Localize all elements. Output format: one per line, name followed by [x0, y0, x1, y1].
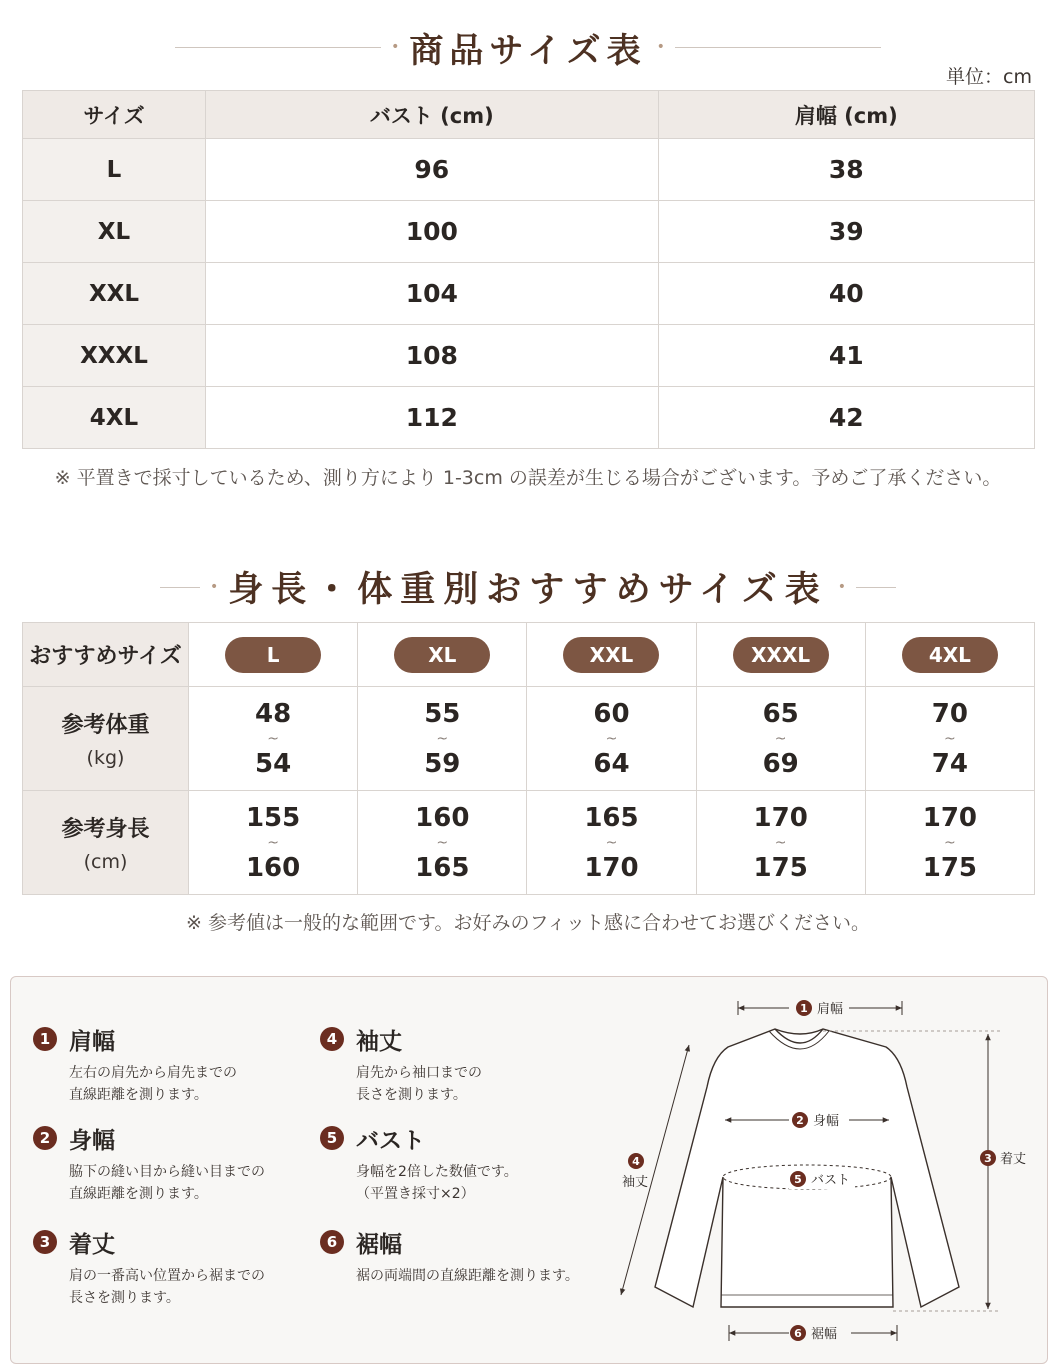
badge-text: 5: [794, 1173, 802, 1186]
number-badge: 2: [33, 1126, 57, 1150]
table-row: [23, 387, 1035, 449]
tilde: ~: [774, 834, 787, 851]
diagram-label-hem: 裾幅: [811, 1327, 838, 1342]
badge-text: 6: [794, 1327, 802, 1340]
measure-item-sleeve: [320, 1024, 580, 1106]
measure-item-hem: [320, 1227, 580, 1287]
tilde: ~: [944, 730, 956, 747]
size-pill-cell: [189, 623, 358, 687]
range-max: 54: [255, 748, 292, 779]
range-min: 170: [753, 802, 808, 833]
header-bust: バスト (cm): [206, 91, 659, 139]
range-max: 175: [922, 852, 978, 883]
range-max: 69: [762, 748, 799, 779]
tilde: ~: [605, 834, 618, 851]
tilde: ~: [774, 730, 787, 747]
height-unit: (cm): [83, 851, 128, 873]
number-badge: 4: [320, 1027, 344, 1051]
size-chart-title-bar: [0, 24, 1056, 70]
measurement-note: ※ 平置きで採寸しているため、測り方により 1-3cm の誤差が生じる場合がございます。予めご了承ください。: [54, 467, 1002, 489]
size-cell: L: [23, 139, 206, 201]
measure-title: 身幅: [69, 1127, 115, 1154]
weight-cell: [527, 687, 696, 791]
shoulder-cell: 42: [658, 387, 1034, 449]
badge-text: 2: [796, 1114, 804, 1127]
number-badge: 6: [320, 1230, 344, 1254]
measure-desc-line: （平置き採寸×2）: [356, 1186, 475, 1202]
weight-cell: [696, 687, 865, 791]
bust-cell: 108: [206, 325, 659, 387]
height-label: 参考身長: [61, 817, 150, 842]
dot-ornament: •: [391, 39, 400, 55]
shoulder-cell: 41: [658, 325, 1034, 387]
range-min: 160: [415, 802, 470, 833]
badge-text: 3: [984, 1152, 992, 1165]
range-max: 170: [584, 852, 639, 883]
height-cell: [189, 791, 358, 895]
weight-row: [23, 687, 1035, 791]
diagram-label-body-width: 身幅: [813, 1114, 840, 1129]
measure-title: 肩幅: [69, 1028, 115, 1055]
weight-cell: [865, 687, 1034, 791]
shoulder-cell: 39: [658, 201, 1034, 263]
height-cell: [358, 791, 527, 895]
range-max: 64: [593, 748, 630, 779]
weight-unit: (kg): [86, 747, 125, 769]
range-min: 70: [931, 698, 968, 729]
bust-cell: 96: [206, 139, 659, 201]
range-max: 160: [245, 852, 301, 883]
range-min: 60: [593, 698, 630, 729]
size-cell: XXXL: [23, 325, 206, 387]
badge-text: 4: [632, 1155, 640, 1168]
divider-left: [175, 47, 381, 48]
range-min: 165: [584, 802, 639, 833]
size-pill: L: [225, 637, 321, 673]
range-max: 175: [753, 852, 808, 883]
weight-label: 参考体重: [61, 713, 150, 738]
size-cell: XXL: [23, 263, 206, 325]
range-max: 59: [424, 748, 461, 779]
range-min: 55: [424, 698, 461, 729]
row-header-label: おすすめサイズ: [29, 644, 182, 669]
measure-item-bust: [320, 1123, 580, 1205]
bust-cell: 104: [206, 263, 659, 325]
unit-label: 単位：cm: [946, 66, 1032, 88]
size-pill-cell: [527, 623, 696, 687]
size-chart-title: 商品サイズ表: [409, 30, 647, 71]
measure-desc-line: 身幅を2倍した数値です。: [356, 1164, 518, 1180]
tilde: ~: [267, 834, 279, 851]
tilde: ~: [605, 730, 618, 747]
size-table: [22, 90, 1035, 449]
size-table-header: [23, 91, 1035, 139]
measure-title: バスト: [356, 1127, 425, 1154]
measure-desc-line: 長さを測ります。: [69, 1290, 180, 1306]
measure-desc-line: 裾の両端間の直線距離を測ります。: [356, 1268, 579, 1284]
measure-desc-line: 左右の肩先から肩先までの: [69, 1065, 237, 1081]
shirt-outline: [655, 1029, 959, 1307]
height-cell: [696, 791, 865, 895]
size-cell: XL: [23, 201, 206, 263]
header-size: サイズ: [23, 91, 206, 139]
diagram-label-sleeve: 袖丈: [621, 1175, 649, 1190]
measure-title: 裾幅: [356, 1231, 402, 1258]
table-row: [23, 139, 1035, 201]
dot-ornament: •: [837, 579, 847, 595]
shirt-measurement-diagram: [601, 977, 1041, 1365]
measure-desc-line: 直線距離を測ります。: [69, 1186, 208, 1202]
bust-cell: 100: [206, 201, 659, 263]
measure-desc-line: 肩の一番高い位置から裾までの: [69, 1268, 265, 1284]
measure-desc-line: 長さを測ります。: [356, 1087, 467, 1103]
size-pill: XL: [394, 637, 490, 673]
tilde: ~: [267, 730, 279, 747]
tilde: ~: [944, 834, 956, 851]
size-pill: XXL: [563, 637, 659, 673]
number-badge: 3: [33, 1230, 57, 1254]
height-row: [23, 791, 1035, 895]
measure-title: 袖丈: [356, 1028, 402, 1055]
dot-ornament: •: [656, 39, 665, 55]
measure-desc-line: 脇下の縫い目から縫い目までの: [69, 1164, 265, 1180]
shoulder-cell: 38: [658, 139, 1034, 201]
measure-title: 着丈: [69, 1231, 115, 1258]
shoulder-cell: 40: [658, 263, 1034, 325]
weight-cell: [358, 687, 527, 791]
recommend-note: ※ 参考値は一般的な範囲です。お好みのフィット感に合わせてお選びください。: [186, 912, 870, 934]
size-pill: 4XL: [902, 637, 998, 673]
number-badge: 1: [33, 1027, 57, 1051]
measure-item-shoulder: [33, 1024, 293, 1106]
row-header-height: [23, 791, 189, 895]
header-shoulder: 肩幅 (cm): [658, 91, 1034, 139]
size-pill-cell: [865, 623, 1034, 687]
table-row: [23, 201, 1035, 263]
bust-cell: 112: [206, 387, 659, 449]
divider-right: [856, 587, 896, 588]
size-pill-cell: [696, 623, 865, 687]
recommend-size-row: [23, 623, 1035, 687]
measure-desc-line: 直線距離を測ります。: [69, 1087, 208, 1103]
measurement-guide-panel: [10, 976, 1048, 1364]
divider-left: [160, 587, 200, 588]
recommend-chart-title-bar: [0, 564, 1056, 610]
height-cell: [527, 791, 696, 895]
tilde: ~: [436, 730, 449, 747]
size-pill: XXXL: [733, 637, 829, 673]
height-cell: [865, 791, 1034, 895]
table-row: [23, 263, 1035, 325]
diagram-label-shoulder: 肩幅: [817, 1002, 844, 1017]
range-min: 155: [245, 802, 301, 833]
measure-item-length: [33, 1227, 293, 1309]
range-min: 65: [762, 698, 799, 729]
dot-ornament: •: [209, 579, 219, 595]
range-max: 74: [931, 748, 968, 779]
diagram-label-length: 着丈: [1000, 1152, 1027, 1167]
tilde: ~: [436, 834, 449, 851]
size-pill-cell: [358, 623, 527, 687]
number-badge: 5: [320, 1126, 344, 1150]
range-min: 170: [922, 802, 978, 833]
divider-right: [675, 47, 881, 48]
range-max: 165: [415, 852, 470, 883]
size-cell: 4XL: [23, 387, 206, 449]
row-header-recommend: [23, 623, 189, 687]
recommend-table: [22, 622, 1035, 895]
measure-item-body-width: [33, 1123, 293, 1205]
badge-text: 1: [800, 1002, 808, 1015]
range-min: 48: [255, 698, 292, 729]
weight-cell: [189, 687, 358, 791]
table-row: [23, 325, 1035, 387]
diagram-label-bust: バスト: [811, 1173, 851, 1188]
recommend-chart-title: 身長・体重別おすすめサイズ表: [228, 569, 828, 610]
measure-desc-line: 肩先から袖口までの: [356, 1065, 482, 1081]
row-header-weight: [23, 687, 189, 791]
